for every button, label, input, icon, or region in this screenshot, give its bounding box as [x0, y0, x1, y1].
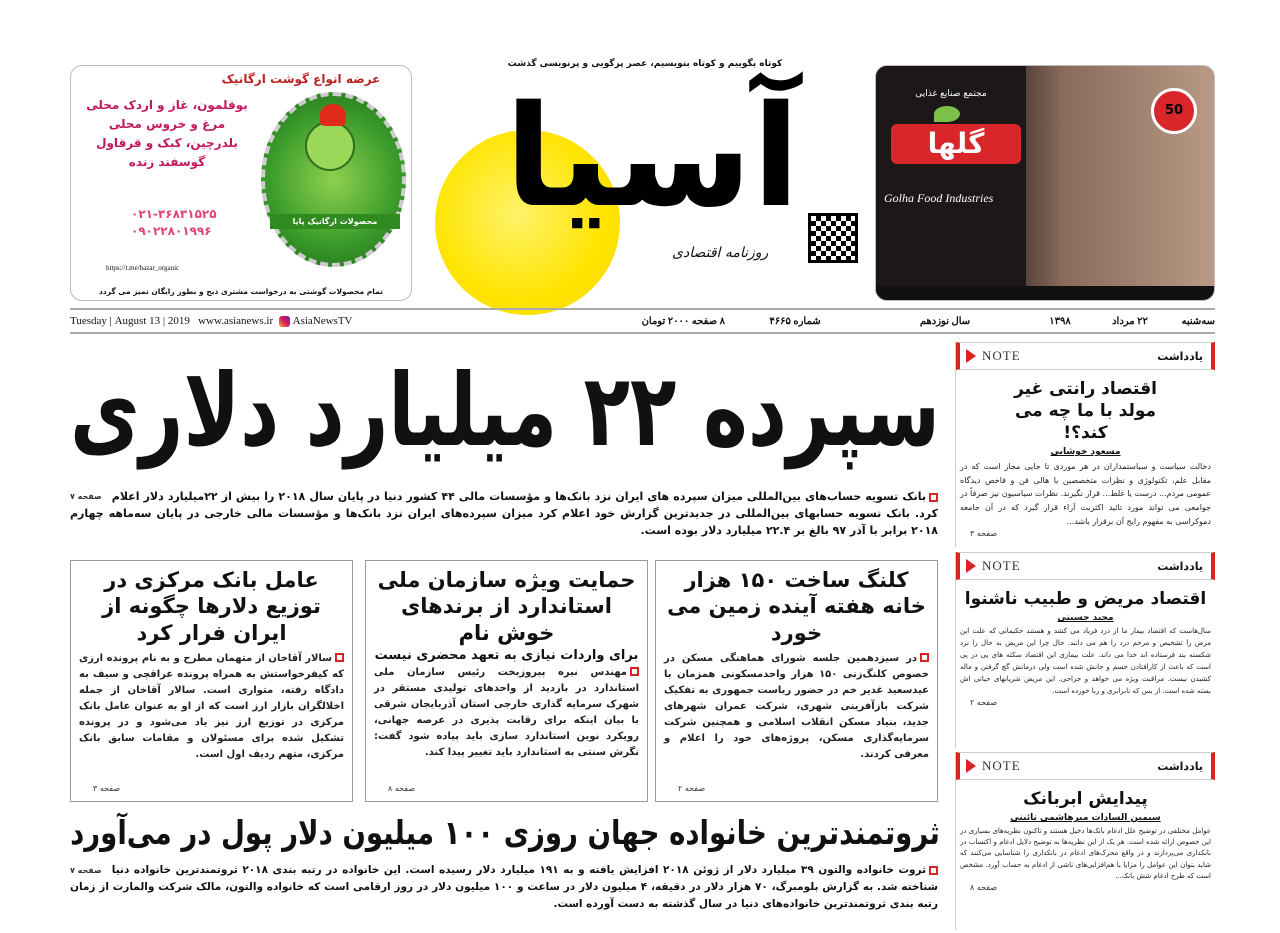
qr-code-icon[interactable] — [808, 213, 858, 263]
note-label-fa: یادداشت — [1157, 349, 1203, 363]
date-fa: ۲۲ مرداد — [1112, 315, 1148, 327]
brand-english: Golha Food Industries — [884, 191, 994, 205]
note-mega-bank[interactable] — [955, 752, 1215, 930]
story-central-bank[interactable] — [70, 560, 353, 802]
story-body: مهندس نیره پیروزبخت رئیس سازمان ملی استاندارد در بازدید از واحدهای تولیدی مستقر در شهرک سرمایه گذاری خارجی استان آذربایجان شرقی با بیان اینکه برای رقابت پذیری در عرصه جهانی، رویکرد نوین استاندارد سازی باید پیاده شود گفت: نگرش سنتی به استاندارد باید تغییر پیدا کند. — [374, 666, 639, 758]
ad-headline: عرضه انواع گوشت ارگانیک — [221, 72, 381, 86]
story-housing[interactable] — [655, 560, 938, 802]
pages-price: ۸ صفحه ۲۰۰۰ تومان — [641, 315, 725, 327]
day-fa: سه‌شنبه — [1181, 315, 1215, 327]
ad-line: بوقلمون، غاز و اردک محلی — [86, 98, 248, 112]
ad-footer: تمام محصولات گوشتی به درخواست مشتری ذبح و بطور رایگان تمیز می گردد — [99, 287, 383, 296]
rooster-icon — [305, 121, 355, 171]
instagram-icon — [279, 316, 290, 327]
brand-logo: گلها — [891, 124, 1021, 164]
bullet-icon — [929, 493, 938, 502]
note-label-en: NOTE — [982, 348, 1021, 363]
ad-line: مرغ و خروس محلی — [108, 117, 226, 131]
note-title: پیدایش ابربانک — [1023, 789, 1148, 809]
mascot-badge — [261, 92, 406, 267]
note-title: اقتصاد رانتی غیر مولد با ما چه می کند؟! — [1014, 379, 1157, 444]
leaf-icon — [934, 106, 960, 122]
story-title: عامل بانک مرکزی در توزیع دلارها چگونه از ایران فرار کرد — [102, 568, 321, 645]
page-ref[interactable]: صفحه ۷ — [70, 866, 102, 875]
story-subtitle: برای واردات نیازی به تعهد محضری نیست — [374, 647, 639, 663]
note-sick-economy[interactable] — [955, 552, 1215, 748]
story-standards[interactable] — [365, 560, 648, 802]
main-headline[interactable] — [70, 338, 940, 483]
instagram-handle[interactable]: AsiaNewsTV — [292, 315, 353, 327]
telegram-link[interactable]: https://t.me/bazar_organic — [106, 264, 180, 272]
masthead-slogan: کوتاه بگوییم و کوتاه بنویسیم، عصر پرگویی و پرنویسی گذشت — [507, 59, 783, 69]
ad-line: بلدرچین، کبک و قرقاول — [96, 136, 238, 150]
story-title: کلنگ ساخت ۱۵۰ هزار خانه هفته آینده زمین می خورد — [667, 568, 926, 645]
golha-food-ad[interactable] — [875, 65, 1215, 301]
main-headline-text: سپرده ۲۲ میلیارد دلاری — [69, 352, 941, 469]
bottom-headline-text: ثروتمندترین خانواده جهان روزی ۱۰۰ میلیون دلار پول در می‌آورد — [70, 813, 940, 852]
note-label-en: NOTE — [982, 558, 1021, 573]
bullet-icon — [335, 653, 344, 662]
rooster-comb-icon — [320, 104, 346, 126]
divider — [70, 332, 1215, 334]
bottom-headline[interactable] — [70, 810, 940, 856]
date-bar: Tuesday | August 13 | 2019 www.asianews.ir AsiaNewsTV ۸ صفحه ۲۰۰۰ تومان شماره ۴۶۶۵ سال نوزدهم ۱۳۹۸ ۲۲ مرداد سه‌شنبه — [70, 315, 1215, 327]
divider — [70, 308, 1215, 310]
story-title: حمایت ویژه سازمان ملی استاندارد از برندهای خوش نام — [377, 568, 636, 645]
page-ref[interactable]: صفحه ۳ — [93, 784, 121, 793]
ad-group: مجتمع صنایع غذایی — [915, 89, 987, 99]
page-ref[interactable]: صفحه ۷ — [70, 492, 102, 501]
website-link[interactable]: www.asianews.ir — [198, 315, 274, 327]
organic-meat-ad[interactable] — [70, 65, 412, 301]
triangle-icon — [966, 759, 976, 773]
note-body: عوامل مختلفی در توضیح علل ادغام بانک‌ها دخیل هستند و تاکنون نظریه‌های بسیاری در این خصوص ارائه شده است. هر یک از این نظریه‌ها به توضیح دلایل ادغام و اکتساب در بانکداری می‌پردازند و در واقع محرک‌های ادغام در بانکداری را شناسایی می‌کنند که شاید بتوان این عوامل را مزایا یا هم‌افزایی‌های ناشی از ادغام به حساب آورد. مشخص است که طرح ادغام شش بانک... — [960, 827, 1211, 880]
page-ref[interactable]: صفحه ۸ — [970, 883, 998, 893]
story-body: سالار آقاخان از متهمان مطرح و به نام پرونده ارزی که کیفرخواستش به همراه پرونده عراقچی و سیف به دادگاه رفته، متواری است. سالار آقاخان از جمله اخلالگران بازار ارز است که از او به عنوان عامل بانک مرکزی در توزیع ارز نیز یاد می‌شود و در پرونده تشکیل شده برای مسئولان و مقامات سابق بانک مرکزی، متهم ردیف اول است. — [79, 652, 344, 760]
year-en: 2019 — [167, 315, 190, 327]
story-body: در سیزدهمین جلسه شورای هماهنگی مسکن در خصوص کلنگ‌زنی ۱۵۰ هزار واحدمسکونی همزمان با عیدسعید غدیر خم در حضور ریاست جمهوری به تفکیک شرکت بازآفرینی شهری، شرکت عمران شهرهای جدید، بنیاد مسکن انقلاب اسلامی و همچنین شرکت سرمایه‌گذاری مسکن، پروژه‌های خود را اعلام و معرفی کردند. — [664, 652, 929, 760]
year-fa: ۱۳۹۸ — [1049, 315, 1071, 327]
day-en: Tuesday — [70, 315, 107, 327]
newspaper-logo[interactable]: آسیا — [504, 76, 800, 239]
bottom-body: صفحه ۷ ثروت خانواده والتون ۳۹ میلیارد دلار از ژوئن ۲۰۱۸ افزایش یافته و به ۱۹۱ میلیارد دلار رسیده است. این خانواده در رتبه بندی ۲۰۱۸ ثروتمندترین خانواده دنیا شناخته شد. به گزارش بلومبرگ، ۷۰ هزار دلار در دقیقه، ۴ میلیون دلار در ساعت و ۱۰۰ میلیون دلار در روز ارقامی است که خانواده والتون، مالک شرکت والمارت از زمان رتبه بندی ثروتمندترین خانواده‌های دنیا در سال گذشته به دست آورده است. — [70, 864, 938, 910]
triangle-icon — [966, 559, 976, 573]
ad-line: گوسفند زنده — [128, 155, 206, 169]
phone-1[interactable]: ۰۲۱-۳۶۸۳۱۵۲۵ — [131, 207, 217, 221]
bullet-icon — [630, 667, 639, 676]
page-ref[interactable]: صفحه ۳ — [970, 529, 998, 539]
note-title: اقتصاد مریض و طبیب ناشنوا — [964, 589, 1207, 609]
lead-text: بانک تسویه حساب‌های بین‌المللی میزان سپرده های ایران نزد بانک‌ها و مؤسسات مالی ۴۴ کشور دنیا در پایان سال ۲۰۱۸ را بیش از ۲۲میلیارد دلار اعلام کرد. بانک تسویه حسابهای بین‌المللی در جدیدترین گزارش خود اعلام کرد میزان سپرده‌های ایران نزد بانک‌ها و مؤسسات مالی خارجی در پایان سه‌ماهه چهارم ۲۰۱۸ برابر با آذر ۹۷ بالغ بر ۲۲.۴ میلیارد دلار بوده است. — [70, 490, 938, 537]
note-body: سال‌هاست که اقتصاد بیمار ما از درد فریاد می کشد و هستند حکیمانی که علت این مرض را تشخیص و مرحم درد را هم می دانند. حال چرا این مریض به حال را نزد شکسته بند فرستاده اند خدا می داند. علت بیماری این اقتصاد سکته های پی در پی است که باعث از کارافتادن جسم و جانش شده است ولی درمانش گچ گرفتن و ماله کشیدن نیست. مراقبت ویژه می خواهد و جراحی. این مریض شریانهای حیاتی اش بسته شده است. از بس که نابرابری و ربا خورده است. — [960, 627, 1211, 695]
volume: سال نوزدهم — [919, 315, 971, 327]
page-ref[interactable]: صفحه ۲ — [678, 784, 706, 793]
main-lead — [70, 488, 938, 539]
masthead-subtitle: روزنامه اقتصادی — [672, 245, 769, 261]
bullet-icon — [920, 653, 929, 662]
bullet-icon — [929, 866, 938, 875]
note-label-fa: یادداشت — [1157, 559, 1203, 573]
anniversary-badge: 50 — [1151, 88, 1197, 134]
date-en: August 13 — [114, 315, 161, 327]
note-label-en: NOTE — [982, 758, 1021, 773]
page-ref[interactable]: صفحه ۸ — [388, 784, 416, 793]
note-rentier-economy[interactable] — [955, 342, 1215, 547]
note-author: مجید حسینی — [1057, 613, 1114, 624]
note-author: مسعود خوشابی — [1050, 447, 1121, 458]
note-body: دخالت سیاست و سیاستمداران در هر موردی تا جایی مجاز است که در مقابل علم، تکنولوژی و نظرات متخصصین با هالی فن و فاخص دیدگاه عمومی مردم... درست یا غلط... قرار نگیرند. نظرات سیاسیون نیز صرفاً در جوامعی می تواند مورد تائید اکثریت آراء قرار گیرد که در آن جامعه دموکراسی به مفهوم رایج آن برقرار باشد... — [960, 462, 1211, 526]
issue-number: شماره ۴۶۶۵ — [769, 315, 821, 327]
note-author: سیمین السادات میرهاشمی نائینی — [1010, 813, 1161, 824]
triangle-icon — [966, 349, 976, 363]
page-ref[interactable]: صفحه ۲ — [970, 698, 998, 708]
badge-text: محصولات ارگانیک پایا — [270, 214, 400, 229]
phone-2[interactable]: ۰۹۰۲۲۸۰۱۹۹۶ — [131, 224, 212, 238]
note-label-fa: یادداشت — [1157, 759, 1203, 773]
